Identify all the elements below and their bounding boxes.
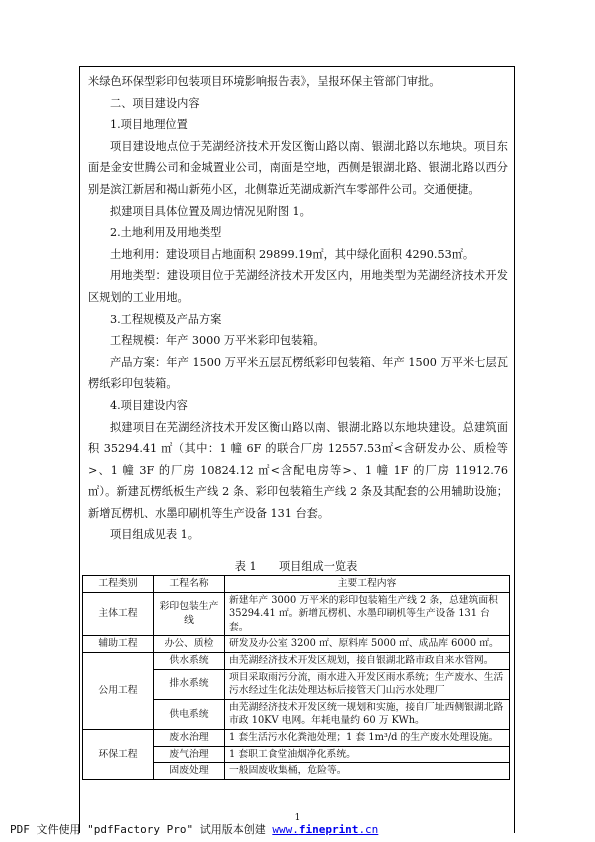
section-heading: 二、项目建设内容 — [110, 96, 200, 110]
cell-category: 环保工程 — [83, 729, 154, 779]
paragraph: 拟建项目具体位置及周边情况见附图 1。 — [110, 204, 311, 218]
link-suffix: .cn — [358, 823, 379, 836]
paragraph: 米绿色环保型彩印包装项目环境影响报告表》，呈报环保主管部门审批。 — [88, 75, 441, 88]
subsection-heading: 3.工程规模及产品方案 — [110, 312, 222, 326]
subsection-heading: 1.项目地理位置 — [110, 118, 188, 132]
body-text — [88, 71, 508, 546]
page-number: 1 — [294, 813, 301, 823]
table-row — [83, 592, 510, 636]
cell-category: 主体工程 — [83, 592, 154, 636]
project-table — [82, 575, 510, 780]
paragraph: 项目组成见表 1。 — [110, 528, 199, 542]
header-category: 工程类别 — [83, 576, 154, 593]
paragraph: 拟建项目在芜湖经济技术开发区衡山路以南、银湖北路以东地块建设。总建筑面积 35294.41 ㎡（其中：1 幢 6F 的联合厂房 12557.53㎡<含研发办公、质检等>、1 幢 3F 的厂房 10824.12 ㎡<含配电房等>、1 幢 1F 的厂房 11912.76 ㎡）。新建瓦楞纸板生产线 2 条、彩印包装箱生产线 2 条及其配套的公用辅助设施；新增瓦楞机、水墨印刷机等生产设备 131 台套。 — [88, 420, 508, 520]
cell-name: 办公、质检 — [154, 636, 225, 653]
cell-name: 废气治理 — [154, 746, 225, 763]
cell-name: 供水系统 — [154, 652, 225, 669]
subsection-heading: 4.项目建设内容 — [110, 398, 188, 412]
cell-content: 新建年产 3000 万平米的彩印包装箱生产线 2 条，总建筑面积 35294.41 ㎡。新增瓦楞机、水墨印刷机等生产设备 131 台套。 — [225, 592, 510, 636]
table-header-row — [83, 576, 510, 593]
table-caption: 表 1 项目组成一览表 — [234, 560, 358, 573]
link-bold: fineprint — [298, 823, 359, 836]
link-prefix: www. — [272, 823, 299, 836]
paragraph: 项目建设地点位于芜湖经济技术开发区衡山路以南、银湖北路以东地块。项目东面是金安世腾公司和金城置业公司，南面是空地，西侧是银湖北路、银湖北路以西分别是滨江新居和褐山新苑小区，北侧靠近芜湖成新汽车零部件公司。交通便捷。 — [88, 139, 508, 196]
paragraph: 产品方案：年产 1500 万平米五层瓦楞纸彩印包装箱、年产 1500 万平米七层瓦楞纸彩印包装箱。 — [88, 355, 508, 391]
table-row — [83, 729, 510, 746]
paragraph: 土地利用：建设项目占地面积 29899.19㎡，其中绿化面积 4290.53㎡。 — [110, 247, 475, 261]
cell-name: 废水治理 — [154, 729, 225, 746]
cell-content: 研发及办公室 3200 ㎡、原料库 5000 ㎡、成品库 6000 ㎡。 — [225, 636, 510, 653]
cell-category: 辅助工程 — [83, 636, 154, 653]
table-row — [83, 652, 510, 669]
fineprint-link[interactable] — [272, 823, 378, 836]
cell-content: 由芜湖经济技术开发区规划，接自银湖北路市政自来水管网。 — [225, 652, 510, 669]
cell-name: 固废处理 — [154, 763, 225, 780]
pdf-footer — [10, 821, 378, 837]
cell-category: 公用工程 — [83, 652, 154, 729]
subsection-heading: 2.土地利用及用地类型 — [110, 226, 222, 240]
footer-text: PDF 文件使用 "pdfFactory Pro" 试用版本创建 — [10, 823, 266, 836]
cell-content: 1 套生活污水化粪池处理；1 套 1m³/d 的生产废水处理设施。 — [225, 729, 510, 746]
paragraph: 工程规模：年产 3000 万平米彩印包装箱。 — [110, 334, 325, 348]
paragraph: 用地类型：建设项目位于芜湖经济技术开发区内，用地类型为芜湖经济技术开发区规划的工业用地。 — [88, 269, 508, 304]
cell-name: 排水系统 — [154, 669, 225, 699]
cell-content: 由芜湖经济技术开发区统一规划和实施，接自厂址西侧银湖北路市政 10KV 电网。年耗电量约 60 万 KWh。 — [225, 699, 510, 729]
cell-name: 供电系统 — [154, 699, 225, 729]
cell-name: 彩印包装生产线 — [154, 592, 225, 636]
table-row — [83, 636, 510, 653]
header-content: 主要工程内容 — [225, 576, 510, 593]
cell-content: 一般固废收集桶，危险等。 — [225, 763, 510, 780]
header-name: 工程名称 — [154, 576, 225, 593]
cell-content: 项目采取雨污分流，雨水进入开发区雨水系统；生产废水、生活污水经过生化法处理达标后接管天门山污水处理厂 — [225, 669, 510, 699]
cell-content: 1 套职工食堂油烟净化系统。 — [225, 746, 510, 763]
